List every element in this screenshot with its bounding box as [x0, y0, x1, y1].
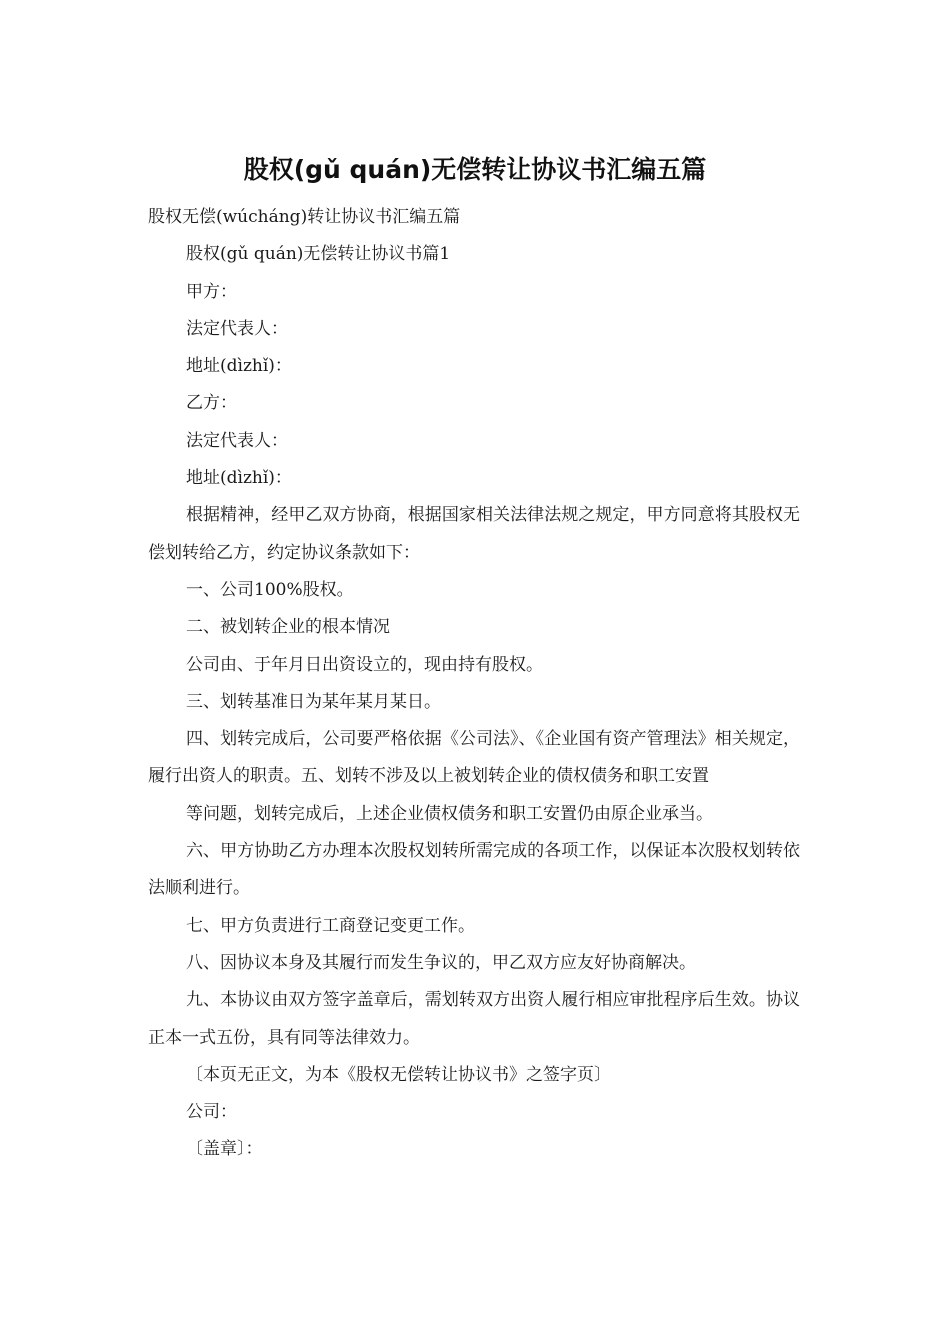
party-b-representative: 法定代表人：	[186, 430, 288, 451]
signature-page-note: 〔本页无正文，为本《股权无偿转让协议书》之签字页〕	[186, 1064, 611, 1085]
clause-6: 六、甲方协助乙方办理本次股权划转所需完成的各项工作，以保证本次股权划转依法顺利进行。	[148, 841, 800, 899]
document-body	[148, 199, 800, 1169]
party-a-label: 甲方：	[186, 281, 237, 302]
seal-label: 〔盖章〕：	[186, 1139, 263, 1160]
company-signature-label: 公司：	[186, 1102, 237, 1123]
clause-8: 八、因协议本身及其履行而发生争议的，甲乙双方应友好协商解决。	[186, 952, 696, 973]
clause-3: 三、划转基准日为某年某月某日。	[186, 691, 441, 712]
clause-2-detail: 公司由、于年月日出资设立的，现由持有股权。	[186, 654, 543, 675]
clause-5-continued: 等问题，划转完成后，上述企业债权债务和职工安置仍由原企业承当。	[186, 803, 713, 824]
subtitle-paragraph: 股权无偿(wúcháng)转让协议书汇编五篇	[148, 207, 461, 227]
section-heading: 股权(gǔ quán)无偿转让协议书篇1	[186, 244, 451, 265]
document-title: 股权(gǔ quán)无偿转让协议书汇编五篇	[243, 155, 707, 184]
clause-4-5: 四、划转完成后，公司要严格依据《公司法》、《企业国有资产管理法》相关规定，履行出资人的职责。五、划转不涉及以上被划转企业的债权债务和职工安置	[148, 729, 800, 787]
clause-2: 二、被划转企业的根本情况	[186, 617, 390, 638]
party-a-address: 地址(dìzhǐ)：	[186, 356, 292, 377]
party-a-representative: 法定代表人：	[186, 318, 288, 339]
clause-1: 一、公司100%股权。	[186, 579, 354, 600]
party-b-label: 乙方：	[186, 393, 237, 414]
clause-7: 七、甲方负责进行工商登记变更工作。	[186, 915, 475, 936]
clause-9: 九、本协议由双方签字盖章后，需划转双方出资人履行相应审批程序后生效。协议正本一式五份，具有同等法律效力。	[148, 990, 800, 1048]
preamble-paragraph: 根据精神，经甲乙双方协商，根据国家相关法律法规之规定，甲方同意将其股权无偿划转给乙方，约定协议条款如下：	[148, 505, 800, 563]
party-b-address: 地址(dìzhǐ)：	[186, 468, 292, 489]
